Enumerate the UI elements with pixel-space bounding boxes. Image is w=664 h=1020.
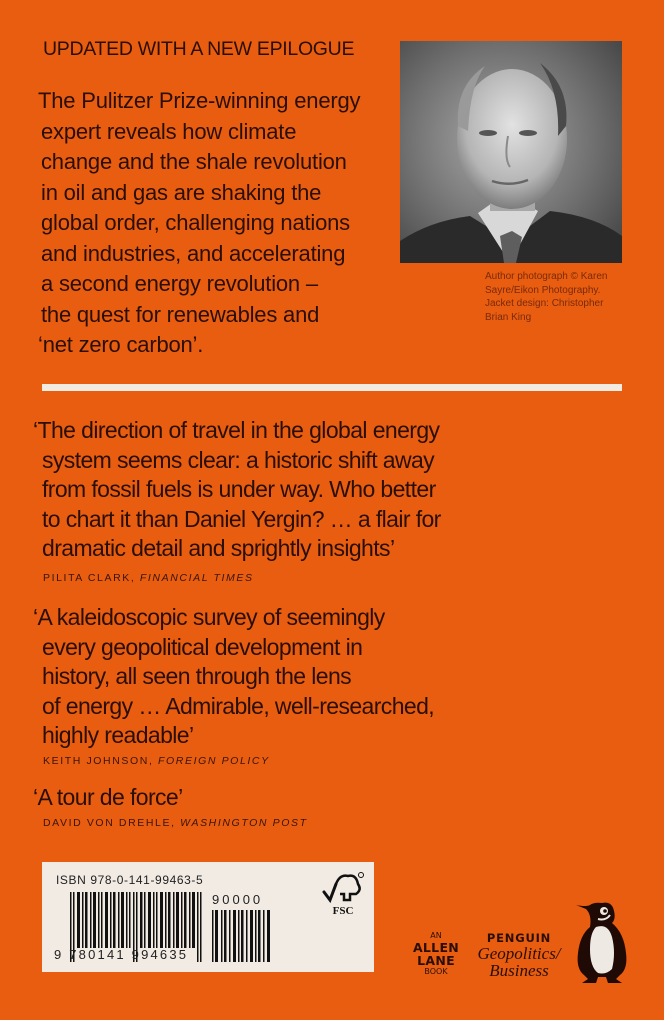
quote-line: highly readable’ [42, 722, 194, 748]
author-photo [400, 41, 622, 263]
barcode-panel [42, 862, 374, 972]
quote-line: from fossil fuels is under way. Who better [42, 476, 436, 502]
quote-line: system seems clear: a historic shift away [42, 446, 435, 473]
publication-name: FOREIGN POLICY [158, 755, 270, 767]
addon-barcode-icon [212, 910, 272, 962]
fsc-logo-icon [320, 870, 366, 920]
blurb-line: change and the shale revolution [41, 149, 347, 174]
credit-line: Sayre/Eikon Photography. [485, 284, 601, 296]
quote-line: ‘The direction of travel in the global energy [33, 417, 440, 443]
reviewer-name: KEITH JOHNSON, [43, 755, 159, 767]
fsc-label: FSC [332, 905, 354, 917]
portrait-illustration [400, 41, 622, 263]
isbn-label: ISBN 978-0-141-99463-5 [56, 873, 204, 887]
blurb-line: and industries, and accelerating [41, 240, 346, 266]
blurb-line: global order, challenging nations [41, 210, 350, 235]
addon-digits: 90000 [212, 892, 264, 907]
imprint-line: LANE [417, 953, 455, 968]
publication-name: WASHINGTON POST [180, 817, 308, 829]
ean-digits: 9 780141 994635 [54, 947, 189, 962]
quote-line: ‘A kaleidoscopic survey of seemingly [33, 604, 385, 630]
blurb-paragraph [38, 86, 398, 361]
quote-line: history, all seen through the lens [42, 663, 352, 689]
publication-name: FINANCIAL TIMES [139, 572, 254, 584]
imprint-mark [412, 931, 460, 977]
kicker-heading: UPDATED WITH A NEW EPILOGUE [43, 38, 355, 60]
imprint-line: AN [430, 931, 442, 940]
blurb-line: the quest for renewables and [41, 301, 320, 327]
reviewer-name: DAVID VON DREHLE, [43, 817, 181, 829]
review-attribution-2 [43, 755, 270, 767]
credit-line: Jacket design: Christopher [485, 298, 604, 309]
quote-line: ‘A tour de force’ [33, 784, 183, 810]
series-mark [469, 932, 569, 979]
review-quote-2 [33, 603, 633, 751]
blurb-line: expert reveals how climate [41, 118, 297, 144]
review-attribution-3 [43, 817, 308, 829]
imprint-line: ALLEN [412, 940, 460, 955]
review-quote-3 [33, 783, 633, 813]
penguin-logo-icon [572, 893, 632, 985]
divider-rule [42, 384, 622, 391]
series-category: Business [489, 961, 549, 980]
credit-line: Brian King [485, 311, 532, 323]
imprint-line: BOOK [424, 967, 448, 976]
quote-line: of energy … Admirable, well-researched, [42, 692, 435, 719]
credit-line: Author photograph © Karen [485, 271, 608, 282]
blurb-line: ‘net zero carbon’. [38, 332, 204, 357]
review-quote-1 [33, 416, 633, 564]
blurb-line: in oil and gas are shaking the [41, 179, 322, 205]
series-category: Geopolitics/ [477, 944, 561, 963]
blurb-line: The Pulitzer Prize-winning energy [38, 88, 361, 113]
photo-credit [485, 270, 635, 324]
review-attribution-1 [43, 572, 254, 584]
quote-line: to chart it than Daniel Yergin? … a flair for [42, 505, 441, 532]
blurb-line: a second energy revolution – [41, 271, 318, 296]
reviewer-name: PILITA CLARK, [43, 572, 140, 584]
quote-line: dramatic detail and sprightly insights’ [42, 535, 395, 561]
publisher-brand: PENGUIN [486, 931, 552, 945]
quote-line: every geopolitical development in [42, 633, 363, 660]
